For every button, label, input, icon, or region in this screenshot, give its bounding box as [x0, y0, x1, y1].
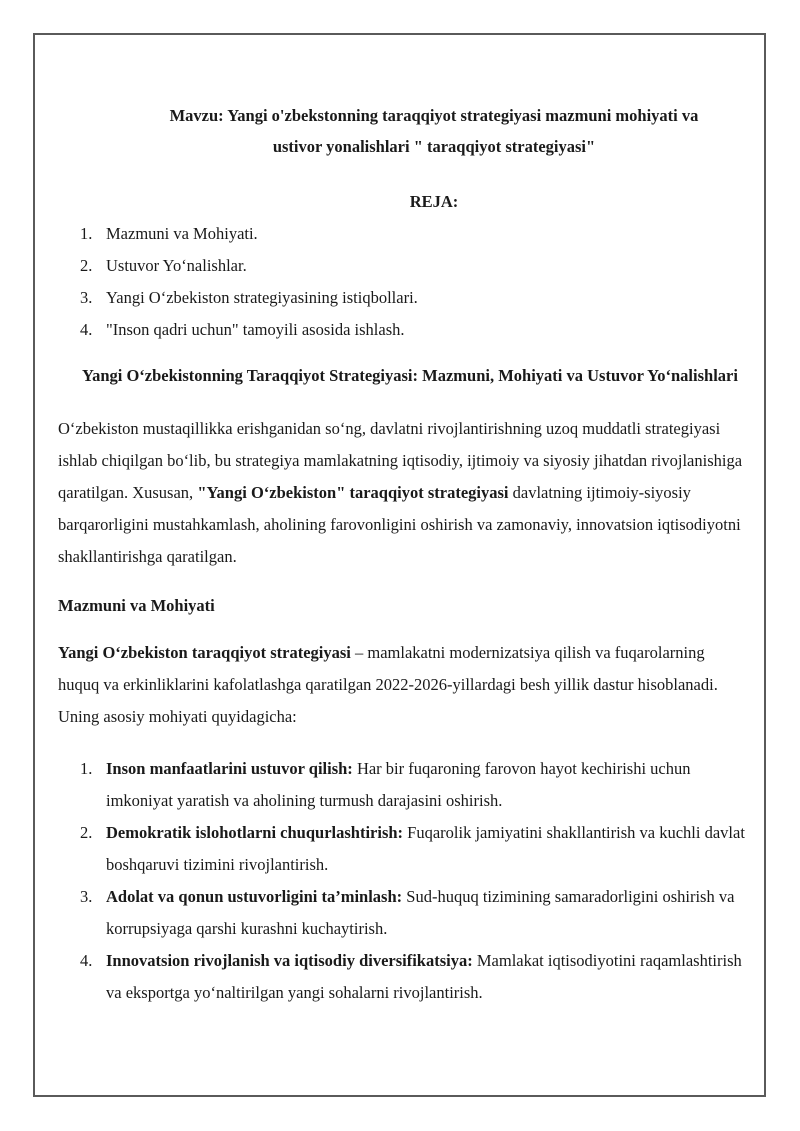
intro-text-2: davlatning ijtimoiy-siyosiy barqarorligini mustahkamlash, aholining farovonligini oshirish va zamonaviy, innovatsion iqtisodiyotni shakllantirishga qaratilgan. [58, 483, 741, 566]
strategy-bold-text: Yangi O‘zbekiston taraqqiyot strategiyasi [58, 643, 351, 662]
essence-item [58, 945, 748, 1009]
section-heading: Yangi O‘zbekistonning Taraqqiyot Strategiyasi: Mazmuni, Mohiyati va Ustuvor Yo‘nalishlari [82, 366, 738, 385]
plan-heading: REJA: [409, 192, 459, 211]
plan-item [58, 314, 748, 346]
plan-item-text: Mazmuni va Mohiyati. [106, 224, 258, 243]
intro-paragraph [58, 413, 748, 573]
strategy-text: – mamlakatni modernizatsiya qilish va fuqarolarning huquq va erkinliklarini kafolatlashga qaratilgan 2022-2026-yillardagi besh yillik dastur hisoblanadi. Uning asosiy mohiyati quyidagicha: [58, 643, 718, 726]
document-body [58, 100, 748, 1009]
essence-item-number: 1. [80, 759, 93, 778]
plan-item-number: 2. [80, 256, 93, 275]
essence-item-number: 3. [80, 887, 93, 906]
essence-item [58, 817, 748, 881]
plan-item-text: Ustuvor Yo‘nalishlar. [106, 256, 247, 275]
essence-list [58, 753, 748, 1009]
essence-item-title: Inson manfaatlarini ustuvor qilish: [106, 759, 353, 778]
essence-item-number: 2. [80, 823, 93, 842]
strategy-paragraph [58, 637, 748, 733]
title-line-1: Mavzu: Yangi o'zbekstonning taraqqiyot strategiyasi mazmuni mohiyati va [169, 106, 699, 125]
plan-item-number: 1. [80, 224, 93, 243]
plan-item [58, 250, 748, 282]
plan-item [58, 282, 748, 314]
essence-item-text: Sud-huquq tizimining samaradorligini oshirish va korrupsiyaga qarshi kurashni kuchaytirish. [106, 887, 735, 938]
subsection-heading: Mazmuni va Mohiyati [58, 596, 215, 615]
essence-item-title: Innovatsion rivojlanish va iqtisodiy diversifikatsiya: [106, 951, 473, 970]
essence-item-title: Adolat va qonun ustuvorligini ta’minlash: [106, 887, 403, 906]
essence-item-title: Demokratik islohotlarni chuqurlashtirish: [106, 823, 404, 842]
essence-item [58, 881, 748, 945]
plan-list [58, 218, 748, 346]
essence-item-text: Mamlakat iqtisodiyotini raqamlashtirish va eksportga yo‘naltirilgan yangi sohalarni rivojlantirish. [106, 951, 742, 1002]
intro-bold-text: "Yangi O‘zbekiston" taraqqiyot strategiyasi [197, 483, 509, 502]
essence-item-text: Fuqarolik jamiyatini shakllantirish va kuchli davlat boshqaruvi tizimini rivojlantirish. [106, 823, 745, 874]
plan-item-number: 3. [80, 288, 93, 307]
essence-item-number: 4. [80, 951, 93, 970]
intro-text-1: O‘zbekiston mustaqillikka erishganidan so‘ng, davlatni rivojlantirishning uzoq muddatli strategiyasi ishlab chiqilgan bo‘lib, bu strategiya mamlakatning iqtisodiy, ijtimoiy va siyosiy jihatdan rivojlanishiga qaratilgan. Xususan, [58, 419, 743, 502]
plan-item-number: 4. [80, 320, 93, 339]
essence-item [58, 753, 748, 817]
plan-item-text: Yangi O‘zbekiston strategiyasining istiqbollari. [106, 288, 418, 307]
essence-item-text: Har bir fuqaroning farovon hayot kechirishi uchun imkoniyat yaratish va aholining turmush darajasini oshirish. [106, 759, 691, 810]
plan-item-text: "Inson qadri uchun" tamoyili asosida ishlash. [106, 320, 405, 339]
document-title [58, 100, 748, 162]
plan-item [58, 218, 748, 250]
title-line-2: ustivor yonalishlari " taraqqiyot strategiyasi" [272, 137, 596, 156]
